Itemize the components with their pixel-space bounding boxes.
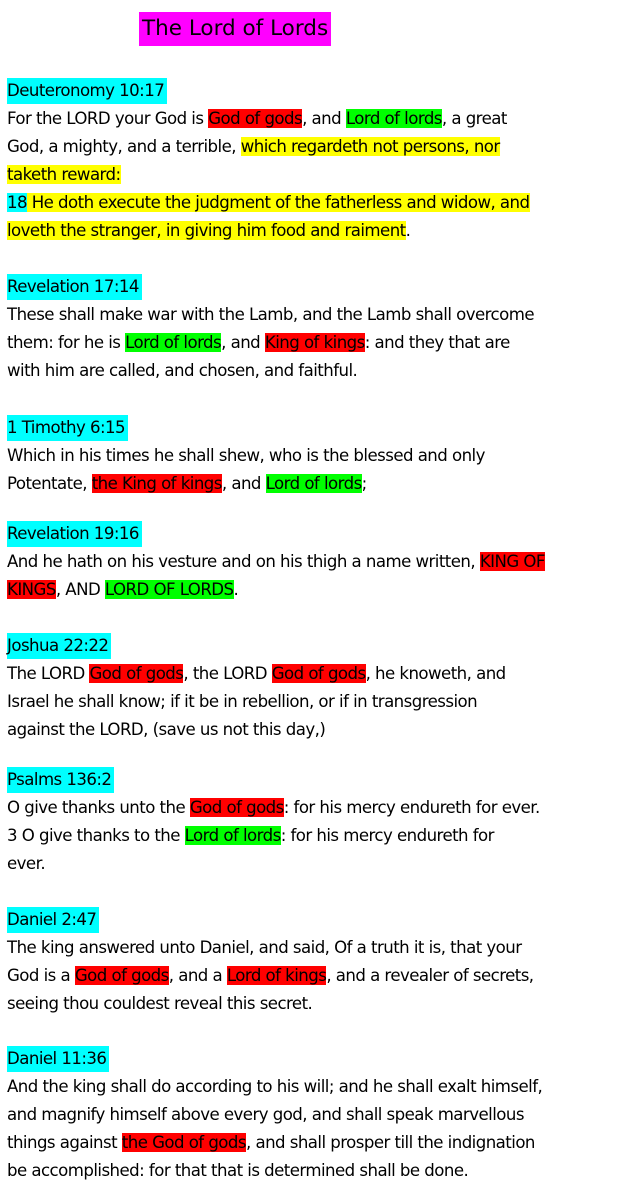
text-run: And the king shall do according to his will; and he shall exalt himself, [7, 1077, 543, 1096]
verse-daniel-2-47 [7, 906, 629, 1018]
highlight-red: God of gods [89, 664, 184, 683]
text-run: : for his mercy endureth for ever. [283, 798, 540, 817]
highlight-green: Lord of lords [125, 333, 222, 352]
verse-reference: 1 Timothy 6:15 [7, 415, 128, 441]
text-run: . [233, 580, 239, 599]
text-run: things against [7, 1133, 122, 1152]
highlight-green: Lord of lords [265, 474, 362, 493]
verse-reference: Psalms 136:2 [7, 767, 114, 793]
text-run: , he knoweth, and [365, 664, 506, 683]
text-run: ; [361, 474, 367, 493]
highlight-red: Lord of kings [226, 966, 327, 985]
verse-line [7, 105, 629, 133]
text-run: , and a [168, 966, 227, 985]
text-run: : for his mercy endureth for [280, 826, 494, 845]
text-run: , AND [55, 580, 105, 599]
highlight-yellow: which regardeth not persons, nor [240, 137, 500, 156]
highlight-red: the King of kings [91, 474, 222, 493]
text-run: and magnify himself above every god, and shall speak marvellous [7, 1105, 524, 1124]
verse-line [7, 850, 629, 878]
text-run: The LORD [7, 664, 90, 683]
text-run: God, a mighty, and a terrible, [7, 137, 241, 156]
highlight-yellow: He doth execute the judgment of the fatherless and widow, and [27, 193, 530, 212]
verse-line [7, 660, 629, 688]
verse-reference: Revelation 19:16 [7, 521, 142, 547]
verse-reference: Revelation 17:14 [7, 274, 142, 300]
verse-deuteronomy-10-17 [7, 77, 629, 245]
highlight-red: God of gods [189, 798, 284, 817]
page-title: The Lord of Lords [139, 12, 331, 46]
text-run: against the LORD, (save us not this day,) [7, 720, 326, 739]
highlight-yellow: loveth the stranger, in giving him food and raiment [7, 221, 406, 240]
highlight-green: Lord of lords [345, 109, 442, 128]
text-run: , and [302, 109, 346, 128]
text-run: seeing thou couldest reveal this secret. [7, 994, 313, 1013]
highlight-red: God of gods [74, 966, 169, 985]
text-run: God is a [7, 966, 75, 985]
verse-line [7, 716, 629, 744]
highlight-red: God of gods [271, 664, 366, 683]
text-run: O give thanks unto the [7, 798, 190, 817]
verse-line [7, 1157, 629, 1185]
verse-psalms-136-2 [7, 766, 629, 878]
verse-line [7, 962, 629, 990]
verse-line [7, 794, 629, 822]
text-run: them: for he is [7, 333, 126, 352]
text-run: with him are called, and chosen, and faithful. [7, 361, 358, 380]
text-run: , a great [441, 109, 507, 128]
verse-line [7, 442, 629, 470]
text-run: These shall make war with the Lamb, and the Lamb shall overcome [7, 305, 534, 324]
text-run: , and shall prosper till the indignation [246, 1133, 535, 1152]
verse-line [7, 576, 629, 604]
text-run: : and they that are [364, 333, 510, 352]
text-run: . [405, 221, 411, 240]
verse-revelation-17-14 [7, 273, 629, 385]
highlight-red: KING OF [479, 552, 545, 571]
text-run: be accomplished: for that that is determined shall be done. [7, 1161, 469, 1180]
verse-line [7, 934, 629, 962]
verse-reference: Daniel 2:47 [7, 907, 99, 933]
text-run: The king answered unto Daniel, and said, Of a truth it is, that your [7, 938, 522, 957]
verse-line [7, 822, 629, 850]
verse-line [7, 990, 629, 1018]
verse-line [7, 1129, 629, 1157]
verse-number: 18 [7, 193, 28, 212]
text-run: , and [221, 333, 265, 352]
verse-joshua-22-22 [7, 632, 629, 744]
verse-reference: Joshua 22:22 [7, 633, 111, 659]
text-run: , and a revealer of secrets, [326, 966, 534, 985]
highlight-green: Lord of lords [184, 826, 281, 845]
verse-line [7, 161, 629, 189]
highlight-red: King of kings [264, 333, 365, 352]
text-run: For the LORD your God is [7, 109, 209, 128]
verse-1-timothy-6-15 [7, 414, 629, 498]
verse-line [7, 217, 629, 245]
text-run: , and [221, 474, 266, 493]
highlight-red: God of gods [208, 109, 303, 128]
highlight-red: KINGS [7, 580, 56, 599]
verse-line [7, 1073, 629, 1101]
verse-reference: Daniel 11:36 [7, 1046, 109, 1072]
verse-line [7, 301, 629, 329]
verse-daniel-11-36 [7, 1045, 629, 1185]
text-run: Potentate, [7, 474, 92, 493]
verse-line [7, 1101, 629, 1129]
verse-line [7, 329, 629, 357]
verse-line [7, 688, 629, 716]
verse-line [7, 357, 629, 385]
highlight-green: LORD OF LORDS [104, 580, 234, 599]
text-run: Israel he shall know; if it be in rebellion, or if in transgression [7, 692, 478, 711]
text-run: And he hath on his vesture and on his thigh a name written, [7, 552, 480, 571]
verse-reference: Deuteronomy 10:17 [7, 78, 167, 104]
text-run: Which in his times he shall shew, who is the blessed and only [7, 446, 485, 465]
highlight-yellow: taketh reward: [7, 165, 121, 184]
verse-line [7, 189, 629, 217]
highlight-red: the God of gods [121, 1133, 246, 1152]
verse-line [7, 133, 629, 161]
verse-line [7, 548, 629, 576]
text-run: 3 O give thanks to the [7, 826, 185, 845]
verse-line [7, 470, 629, 498]
text-run: ever. [7, 854, 46, 873]
verse-revelation-19-16 [7, 520, 629, 604]
text-run: , the LORD [183, 664, 272, 683]
